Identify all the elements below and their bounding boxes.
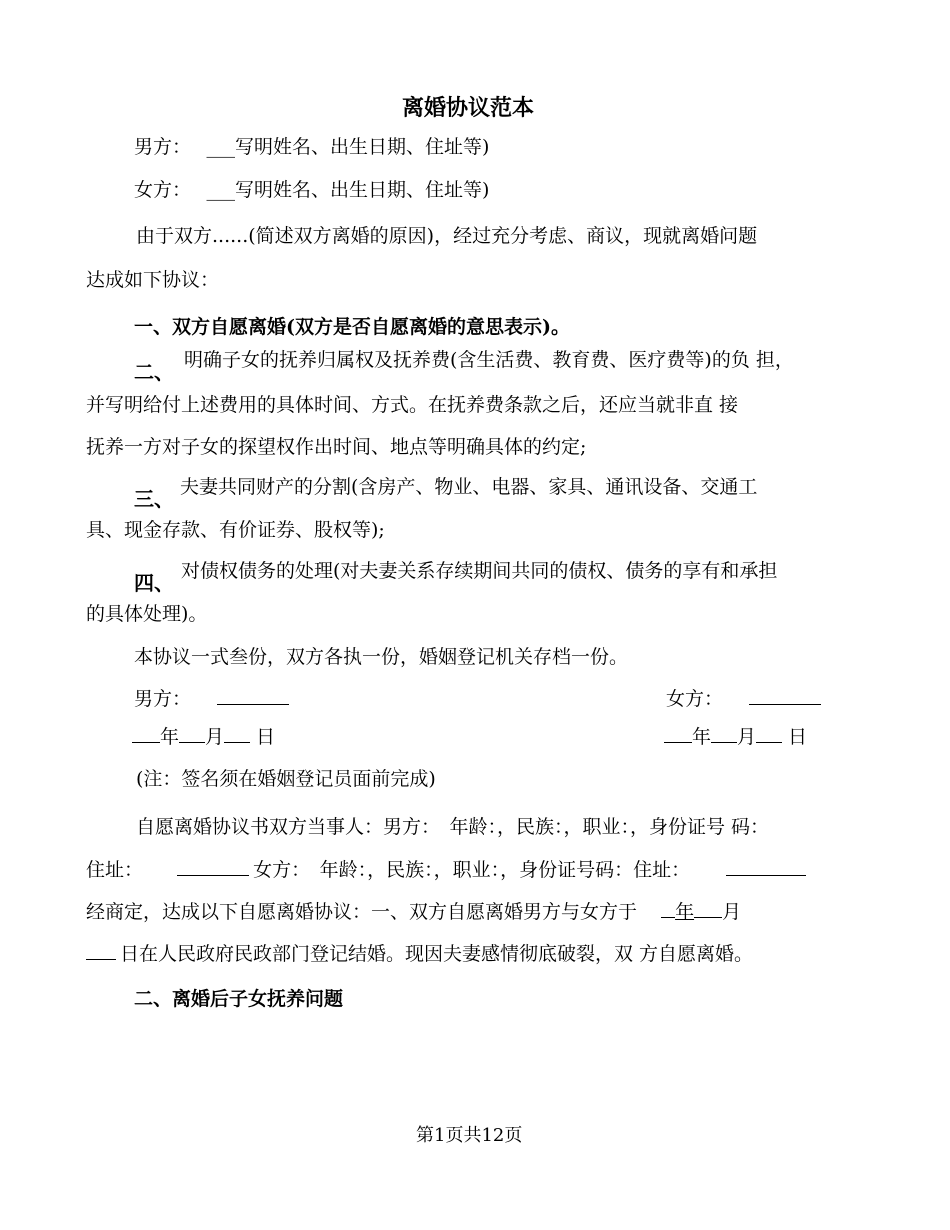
date-month-label: 月 xyxy=(737,726,757,748)
clause-1: 一、双方自愿离婚(双方是否自愿离婚的意思表示)。 xyxy=(134,316,570,338)
date-month-label: 月 xyxy=(205,726,225,748)
section-2-heading: 二、离婚后子女抚养问题 xyxy=(134,988,344,1010)
signature-male-blank xyxy=(217,686,289,705)
date-day-blank xyxy=(756,724,782,743)
marriage-month-label: 月 xyxy=(722,901,742,923)
clause-2-line-1: 明确子女的抚养归属权及抚养费(含生活费、教育费、医疗费等)的负 担， xyxy=(184,349,794,371)
clause-3-number: 三、 xyxy=(134,487,174,511)
marriage-month-blank xyxy=(694,899,722,918)
page-number-footer: 第1页共12页 xyxy=(416,1125,523,1146)
document-title: 离婚协议范本 xyxy=(402,95,535,121)
address-label: 住址： xyxy=(86,859,144,881)
clause-3-line-1: 夫妻共同财产的分割(含房产、物业、电器、家具、通讯设备、交通工 xyxy=(180,476,758,498)
intro-line-1: 由于双方......(简述双方离婚的原因)，经过充分考虑、商议，现就离婚问题 xyxy=(136,225,758,247)
signing-note: (注：签名须在婚姻登记员面前完成) xyxy=(136,768,436,790)
date-month-blank xyxy=(711,724,737,743)
signature-female xyxy=(666,686,821,711)
date-month-blank xyxy=(179,724,205,743)
para2-line-4 xyxy=(86,941,753,966)
female-info: 女方： 年龄：，民族：，职业：，身份证号码：住址： xyxy=(253,859,691,881)
clause-3-line-2: 具、现金存款、有价证券、股权等); xyxy=(86,519,385,541)
date-year-label: 年 xyxy=(692,726,712,748)
date-female xyxy=(664,724,807,749)
date-day-blank xyxy=(224,724,250,743)
date-year-blank xyxy=(132,724,160,743)
date-day-label: 日 xyxy=(256,726,276,748)
female-address-blank xyxy=(726,857,806,876)
date-year-label: 年 xyxy=(160,726,180,748)
para2-line-1: 自愿离婚协议书双方当事人：男方： 年龄：，民族：，职业：，身份证号 码： xyxy=(136,816,770,838)
clause-4-line-2: 的具体处理)。 xyxy=(86,603,208,625)
para2-line-2 xyxy=(86,857,806,882)
clause-2-line-2: 并写明给付上述费用的具体时间、方式。在抚养费条款之后，还应当就非直 接 xyxy=(86,394,739,416)
signature-male xyxy=(134,686,289,711)
marriage-year-label: 年 xyxy=(675,901,695,923)
para2-line-4-text: 日在人民政府民政部门登记结婚。现因夫妻感情彻底破裂，双 方自愿离婚。 xyxy=(120,943,754,965)
intro-line-2: 达成如下协议： xyxy=(86,269,220,291)
para2-line-3 xyxy=(86,899,741,924)
marriage-year-blank xyxy=(661,899,675,918)
male-address-blank xyxy=(177,857,249,876)
clause-4-line-1: 对债权债务的处理(对夫妻关系存续期间共同的债权、债务的享有和承担 xyxy=(181,560,778,582)
party-female-line: 女方： ___写明姓名、出生日期、住址等) xyxy=(134,179,490,201)
marriage-day-blank xyxy=(86,941,116,960)
signature-male-label: 男方： xyxy=(134,688,192,710)
date-male xyxy=(132,724,275,749)
date-day-label: 日 xyxy=(788,726,808,748)
copies-statement: 本协议一式叁份，双方各执一份，婚姻登记机关存档一份。 xyxy=(134,646,629,668)
signature-female-label: 女方： xyxy=(666,688,724,710)
party-male-line: 男方： ___写明姓名、出生日期、住址等) xyxy=(134,136,490,158)
date-year-blank xyxy=(664,724,692,743)
para2-line-3-text: 经商定，达成以下自愿离婚协议：一、双方自愿离婚男方与女方于 xyxy=(86,901,638,923)
signature-female-blank xyxy=(749,686,821,705)
clause-2-number: 二、 xyxy=(134,360,174,384)
clause-4-number: 四、 xyxy=(134,571,174,595)
clause-2-line-3: 抚养一方对子女的探望权作出时间、地点等明确具体的约定; xyxy=(86,436,587,458)
